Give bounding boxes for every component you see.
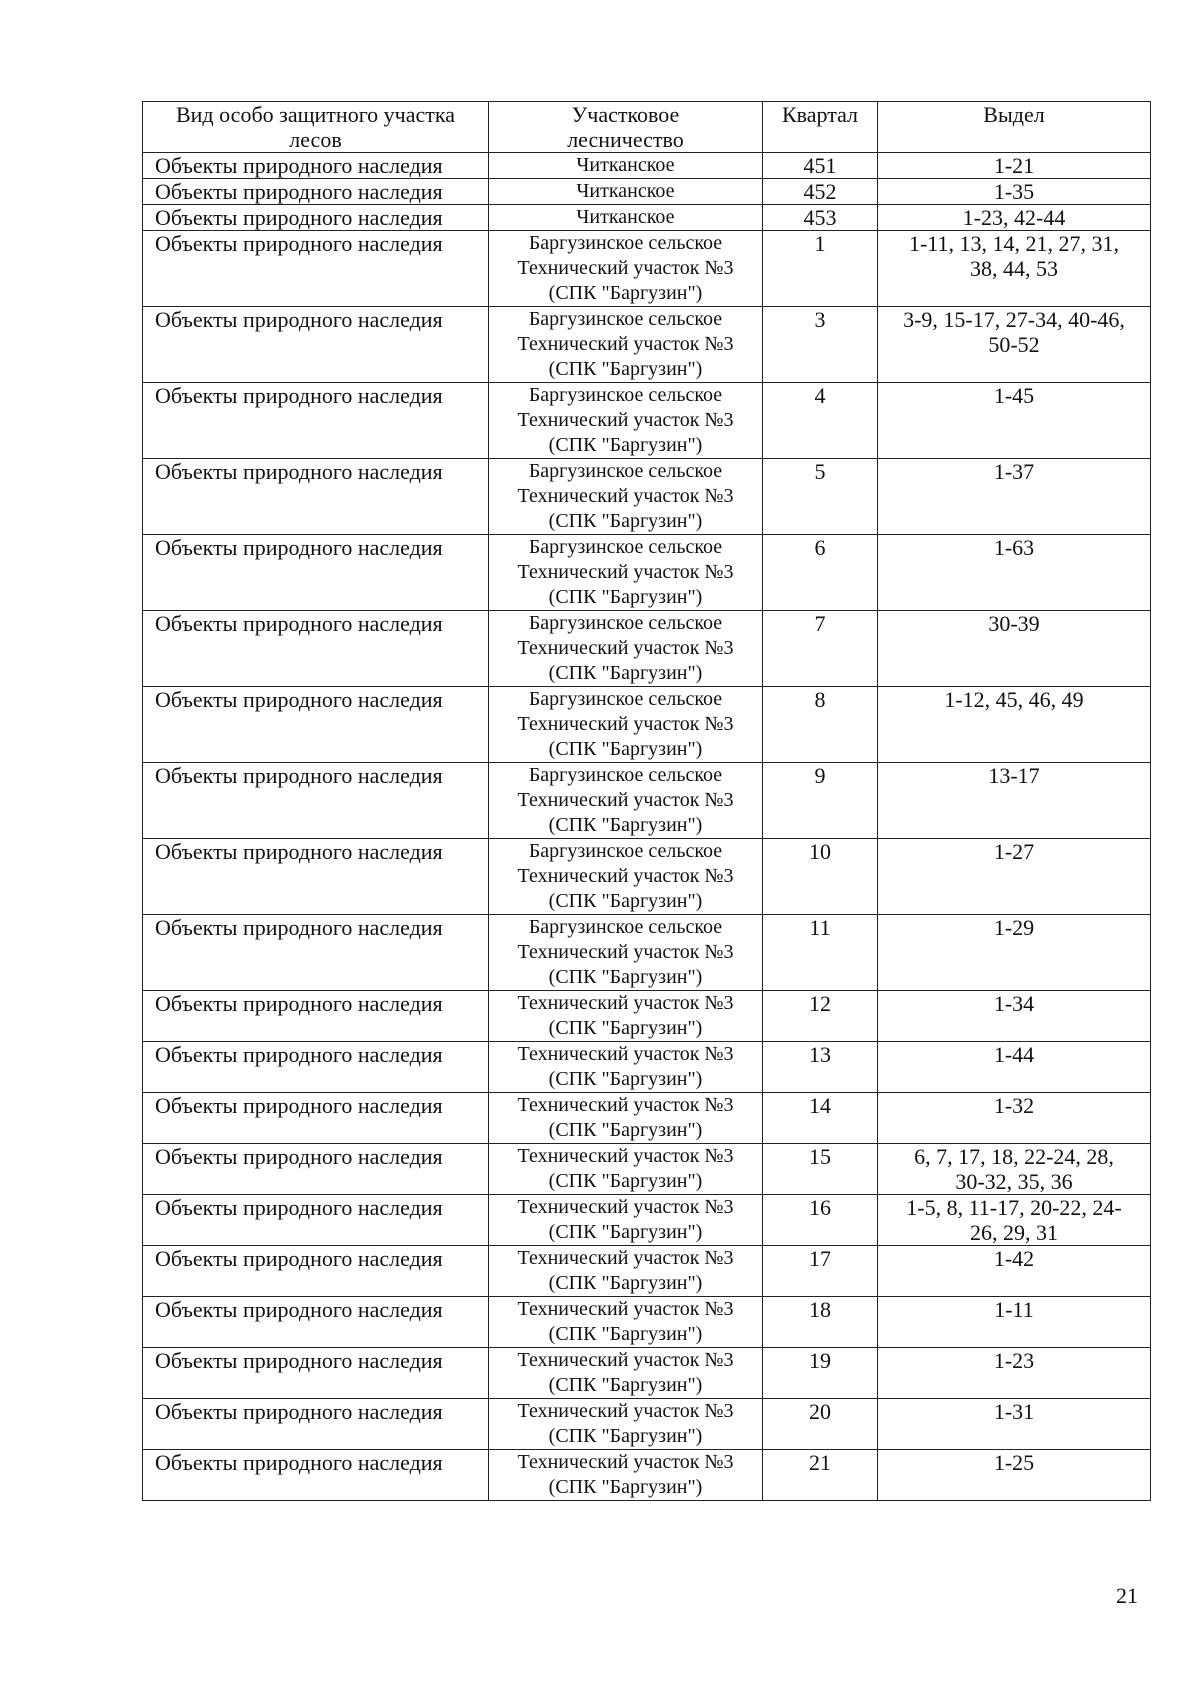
cell-allotment: 1-21 — [878, 153, 1151, 179]
cell-allotment: 1-23 — [878, 1348, 1151, 1399]
cell-allotment: 1-23, 42-44 — [878, 205, 1151, 231]
cell-quarter: 453 — [763, 205, 878, 231]
cell-area-type: Объекты природного наследия — [143, 1195, 489, 1246]
cell-quarter: 10 — [763, 839, 878, 915]
table-row — [143, 687, 1151, 763]
cell-area-type: Объекты природного наследия — [143, 383, 489, 459]
cell-quarter: 17 — [763, 1246, 878, 1297]
cell-area-type: Объекты природного наследия — [143, 763, 489, 839]
cell-forestry: Баргузинское сельское Технический участок №3 (СПК "Баргузин") — [489, 383, 763, 459]
cell-allotment: 1-25 — [878, 1450, 1151, 1501]
cell-quarter: 5 — [763, 459, 878, 535]
table-row — [143, 1195, 1151, 1246]
cell-area-type: Объекты природного наследия — [143, 459, 489, 535]
cell-area-type: Объекты природного наследия — [143, 231, 489, 307]
cell-area-type: Объекты природного наследия — [143, 535, 489, 611]
cell-quarter: 20 — [763, 1399, 878, 1450]
table-row — [143, 535, 1151, 611]
cell-allotment: 1-11 — [878, 1297, 1151, 1348]
table-row — [143, 1399, 1151, 1450]
cell-quarter: 14 — [763, 1093, 878, 1144]
cell-forestry: Баргузинское сельское Технический участок №3 (СПК "Баргузин") — [489, 307, 763, 383]
cell-forestry: Технический участок №3 (СПК "Баргузин") — [489, 1195, 763, 1246]
cell-allotment: 1-35 — [878, 179, 1151, 205]
cell-quarter: 6 — [763, 535, 878, 611]
cell-quarter: 19 — [763, 1348, 878, 1399]
cell-allotment: 6, 7, 17, 18, 22-24, 28, 30-32, 35, 36 — [878, 1144, 1151, 1195]
cell-area-type: Объекты природного наследия — [143, 1399, 489, 1450]
cell-forestry: Баргузинское сельское Технический участок №3 (СПК "Баргузин") — [489, 459, 763, 535]
cell-area-type: Объекты природного наследия — [143, 991, 489, 1042]
cell-area-type: Объекты природного наследия — [143, 915, 489, 991]
cell-allotment: 1-31 — [878, 1399, 1151, 1450]
table-row — [143, 459, 1151, 535]
cell-forestry: Баргузинское сельское Технический участок №3 (СПК "Баргузин") — [489, 611, 763, 687]
cell-quarter: 452 — [763, 179, 878, 205]
table-row — [143, 205, 1151, 231]
cell-quarter: 3 — [763, 307, 878, 383]
cell-quarter: 8 — [763, 687, 878, 763]
cell-quarter: 21 — [763, 1450, 878, 1501]
cell-allotment: 1-44 — [878, 1042, 1151, 1093]
cell-allotment: 1-5, 8, 11-17, 20-22, 24- 26, 29, 31 — [878, 1195, 1151, 1246]
cell-allotment: 1-12, 45, 46, 49 — [878, 687, 1151, 763]
page-number: 21 — [1116, 1583, 1138, 1608]
cell-area-type: Объекты природного наследия — [143, 1144, 489, 1195]
cell-forestry: Технический участок №3 (СПК "Баргузин") — [489, 1246, 763, 1297]
cell-forestry: Технический участок №3 (СПК "Баргузин") — [489, 1348, 763, 1399]
header-allotment: Выдел — [878, 102, 1151, 153]
cell-area-type: Объекты природного наследия — [143, 179, 489, 205]
cell-area-type: Объекты природного наследия — [143, 611, 489, 687]
cell-quarter: 13 — [763, 1042, 878, 1093]
cell-forestry: Баргузинское сельское Технический участок №3 (СПК "Баргузин") — [489, 763, 763, 839]
cell-allotment: 1-63 — [878, 535, 1151, 611]
cell-allotment: 30-39 — [878, 611, 1151, 687]
cell-forestry: Технический участок №3 (СПК "Баргузин") — [489, 1450, 763, 1501]
cell-allotment: 1-29 — [878, 915, 1151, 991]
cell-quarter: 9 — [763, 763, 878, 839]
cell-area-type: Объекты природного наследия — [143, 307, 489, 383]
table-row — [143, 763, 1151, 839]
cell-forestry: Читканское — [489, 205, 763, 231]
cell-forestry: Баргузинское сельское Технический участок №3 (СПК "Баргузин") — [489, 839, 763, 915]
cell-quarter: 16 — [763, 1195, 878, 1246]
cell-area-type: Объекты природного наследия — [143, 839, 489, 915]
cell-quarter: 4 — [763, 383, 878, 459]
cell-area-type: Объекты природного наследия — [143, 1348, 489, 1399]
table-row — [143, 991, 1151, 1042]
cell-forestry: Технический участок №3 (СПК "Баргузин") — [489, 1042, 763, 1093]
table-row — [143, 153, 1151, 179]
table-row — [143, 307, 1151, 383]
header-quarter: Квартал — [763, 102, 878, 153]
cell-allotment: 1-45 — [878, 383, 1151, 459]
table-row — [143, 1042, 1151, 1093]
cell-allotment: 1-11, 13, 14, 21, 27, 31, 38, 44, 53 — [878, 231, 1151, 307]
table-row — [143, 383, 1151, 459]
table-row — [143, 179, 1151, 205]
table-row — [143, 1450, 1151, 1501]
cell-allotment: 1-42 — [878, 1246, 1151, 1297]
table-row — [143, 1348, 1151, 1399]
cell-allotment: 1-27 — [878, 839, 1151, 915]
table-row — [143, 915, 1151, 991]
cell-area-type: Объекты природного наследия — [143, 1042, 489, 1093]
cell-area-type: Объекты природного наследия — [143, 1450, 489, 1501]
cell-forestry: Технический участок №3 (СПК "Баргузин") — [489, 1144, 763, 1195]
cell-quarter: 11 — [763, 915, 878, 991]
cell-allotment: 1-32 — [878, 1093, 1151, 1144]
cell-quarter: 1 — [763, 231, 878, 307]
cell-quarter: 451 — [763, 153, 878, 179]
cell-quarter: 7 — [763, 611, 878, 687]
cell-allotment: 13-17 — [878, 763, 1151, 839]
table-row — [143, 231, 1151, 307]
table-row — [143, 839, 1151, 915]
cell-forestry: Баргузинское сельское Технический участок №3 (СПК "Баргузин") — [489, 915, 763, 991]
table-row — [143, 1246, 1151, 1297]
cell-allotment: 1-34 — [878, 991, 1151, 1042]
cell-forestry: Читканское — [489, 179, 763, 205]
cell-allotment: 1-37 — [878, 459, 1151, 535]
table-row — [143, 611, 1151, 687]
table-body — [143, 153, 1151, 1501]
cell-forestry: Баргузинское сельское Технический участок №3 (СПК "Баргузин") — [489, 231, 763, 307]
cell-forestry: Технический участок №3 (СПК "Баргузин") — [489, 991, 763, 1042]
cell-forestry: Баргузинское сельское Технический участок №3 (СПК "Баргузин") — [489, 535, 763, 611]
table-row — [143, 1297, 1151, 1348]
table-row — [143, 1144, 1151, 1195]
cell-quarter: 12 — [763, 991, 878, 1042]
cell-forestry: Читканское — [489, 153, 763, 179]
header-forestry: Участковое лесничество — [489, 102, 763, 153]
cell-forestry: Технический участок №3 (СПК "Баргузин") — [489, 1297, 763, 1348]
cell-forestry: Технический участок №3 (СПК "Баргузин") — [489, 1093, 763, 1144]
table-header-row — [143, 102, 1151, 153]
cell-quarter: 18 — [763, 1297, 878, 1348]
cell-forestry: Технический участок №3 (СПК "Баргузин") — [489, 1399, 763, 1450]
cell-area-type: Объекты природного наследия — [143, 153, 489, 179]
cell-area-type: Объекты природного наследия — [143, 205, 489, 231]
table-row — [143, 1093, 1151, 1144]
cell-area-type: Объекты природного наследия — [143, 1246, 489, 1297]
cell-area-type: Объекты природного наследия — [143, 687, 489, 763]
header-area-type: Вид особо защитного участка лесов — [143, 102, 489, 153]
cell-allotment: 3-9, 15-17, 27-34, 40-46, 50-52 — [878, 307, 1151, 383]
cell-area-type: Объекты природного наследия — [143, 1093, 489, 1144]
protected-areas-table — [142, 101, 1151, 1501]
cell-forestry: Баргузинское сельское Технический участок №3 (СПК "Баргузин") — [489, 687, 763, 763]
cell-quarter: 15 — [763, 1144, 878, 1195]
cell-area-type: Объекты природного наследия — [143, 1297, 489, 1348]
